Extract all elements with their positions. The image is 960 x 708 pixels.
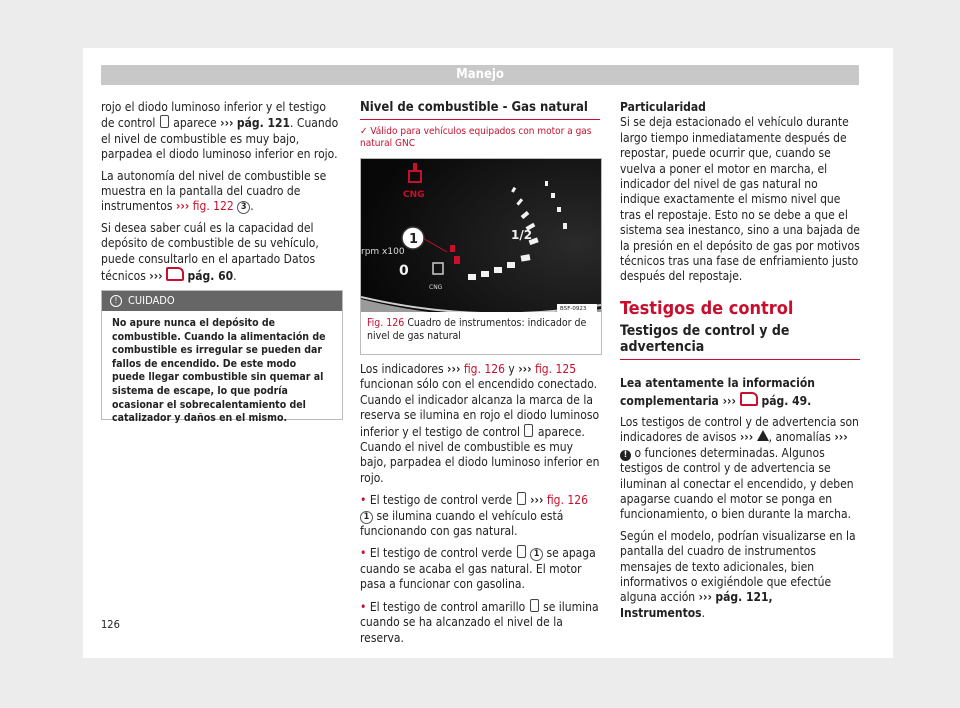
paragraph-particularidad: Si se deja estacionado el vehículo durante largo tiempo inmediatamente después de repostar, puede ocurrir que, cuando se vuelva a poner el motor en marcha, el indicador del nivel de gas natural no indique exactamente el mismo nivel que tras el repostaje. Esto no se debe a que el sistema sea inestanco, sino a una bajada de la presión en el depósito de gas por motivos técnicos tras una fase de enfriamiento justo después del repostaje. xyxy=(620,115,860,284)
column-2-body xyxy=(360,362,600,652)
check-icon: ✓ xyxy=(360,126,368,138)
figure-code: B5F-0923 xyxy=(560,306,587,312)
link-chevrons: ››› xyxy=(834,430,848,445)
caution-icon: ! xyxy=(110,295,122,307)
bullet-dot: • xyxy=(360,493,367,508)
figure-ref-link[interactable]: fig. 126 xyxy=(463,362,505,376)
column-1 xyxy=(101,100,341,290)
caution-text: No apure nunca el depósito de combustible. Cuando la alimentación de combustible es irregular se pueden dar fallos de encendido. De este modo puede llegar combustible sin quemar al sistema de escape, lo que podría ocasionar el sobrecalentamiento del catalizador y daños en el mismo. xyxy=(112,317,326,425)
instrument-cluster-image xyxy=(361,159,601,312)
caution-header: ! CUIDADO xyxy=(102,291,342,311)
link-chevrons: ››› xyxy=(447,362,461,376)
paragraph-2: La autonomía del nivel de combustible se muestra en la pantalla del cuadro de instrumentos ››› fig. 122 3 . xyxy=(101,168,327,214)
page-number: 126 xyxy=(101,618,120,631)
fuel-lamp-icon xyxy=(530,599,539,612)
column-3 xyxy=(620,100,860,627)
link-chevrons: ››› xyxy=(518,362,532,376)
book-icon xyxy=(740,392,758,406)
fuel-lamp-icon xyxy=(160,115,169,128)
paragraph-testigos: Los testigos de control y de advertencia son indicadores de avisos ››› , anomalías ››› ! o funciones determinadas. Algunos testigos de control y de advertencia se iluminan al conectar el encendido, y deben apagarse cuando el motor se ponga en funcionamiento, o bien durante la marcha. xyxy=(620,414,859,522)
cng-lamp-icon xyxy=(517,492,526,505)
page-ref-link[interactable]: pág. 49 xyxy=(761,393,808,408)
gauge-illustration xyxy=(361,159,601,312)
subheading-testigos: Testigos de control y de advertencia xyxy=(620,324,860,360)
bullet-3: • El testigo de control amarillo se ilumina cuando se ha alcanzado el nivel de la reserva. xyxy=(360,599,599,645)
bullet-1: • El testigo de control verde ››› fig. 126 1 se ilumina cuando el vehículo está funcionando con gas natural. xyxy=(360,493,588,539)
figure-caption: Fig. 126 Cuadro de instrumentos: indicador de nivel de gas natural xyxy=(367,317,587,342)
heading-testigos: Testigos de control xyxy=(620,297,794,319)
gauge-rpm-label: rpm x100 xyxy=(361,247,405,257)
link-chevrons: ››› xyxy=(175,199,190,214)
figure-126 xyxy=(360,158,602,355)
link-chevrons: ››› xyxy=(220,116,234,131)
lead-paragraph: Lea atentamente la información complementaria ››› pág. 49. xyxy=(620,376,815,408)
link-chevrons: ››› xyxy=(530,493,544,508)
figure-callout-1: 1 xyxy=(409,232,419,247)
gauge-zero-label: 0 xyxy=(399,263,409,279)
link-chevrons: ››› xyxy=(722,393,736,408)
book-icon xyxy=(166,267,184,281)
callout-number: 3 xyxy=(237,201,250,214)
bullet-dot: • xyxy=(360,599,367,614)
section-title: Nivel de combustible - Gas natural xyxy=(360,100,600,120)
link-chevrons: ››› xyxy=(739,430,754,445)
gauge-half-label: 1/2 xyxy=(511,228,533,242)
bullet-2: • El testigo de control verde 1 se apaga cuando se acaba el gas natural. El motor pasa a funcionar con gasolina. xyxy=(360,546,596,592)
subheading-particularidad: Particularidad xyxy=(620,100,706,114)
figure-ref-link[interactable]: fig. 125 xyxy=(535,362,577,376)
gauge-cng-top-label: CNG xyxy=(403,190,425,200)
bullet-dot: • xyxy=(360,546,367,561)
info-icon: ! xyxy=(620,450,631,461)
cng-lamp-icon xyxy=(517,545,526,558)
callout-number: 1 xyxy=(360,511,373,524)
paragraph-modelo: Según el modelo, podrían visualizarse en la pantalla del cuadro de instrumentos mensajes de texto adicionales, bien informativos o exigiéndole que efectúe alguna acción ››› pág. 121, Instrumentos. xyxy=(620,528,856,620)
gauge-cng-bottom-label: CNG xyxy=(429,284,443,291)
paragraph-3: Si desea saber cuál es la capacidad del depósito de combustible de su vehículo, puede consultarlo en el apartado Datos técnicos ››› pág. 60. xyxy=(101,220,319,284)
fuel-lamp-icon xyxy=(524,424,533,437)
callout-number: 1 xyxy=(530,548,543,561)
paragraph-1: rojo el diodo luminoso inferior y el testigo de control aparece ››› pág. 121. Cuando el nivel de combustible es muy bajo, parpadea el diodo luminoso inferior en rojo. xyxy=(101,100,339,162)
page-ref-link[interactable]: pág. 60 xyxy=(187,269,234,284)
page-ref-link[interactable]: pág. 121 xyxy=(236,116,291,131)
column-2 xyxy=(360,100,600,150)
figure-ref-link[interactable]: fig. 126 xyxy=(546,493,588,508)
link-chevrons: ››› xyxy=(149,269,163,284)
validity-note: ✓ Válido para vehículos equipados con motor a gas natural GNC xyxy=(360,126,592,150)
warning-icon xyxy=(757,430,769,441)
paragraph-indicators: Los indicadores ››› fig. 126 y ››› fig. 125 funcionan sólo con el encendido conectado. Cuando el indicador alcanza la marca de la reserva se ilumina en rojo el diodo luminoso inferior y el testigo de control aparece. Cuando el nivel de combustible es muy bajo, parpadea el diodo luminoso inferior en rojo. xyxy=(360,362,600,485)
page-ref-link[interactable]: pág. 121, Instrumentos xyxy=(620,590,773,620)
caution-box xyxy=(101,290,343,425)
page-header: Manejo xyxy=(101,65,859,85)
link-chevrons: ››› xyxy=(698,590,712,605)
figure-ref-link[interactable]: fig. 122 xyxy=(192,199,234,214)
